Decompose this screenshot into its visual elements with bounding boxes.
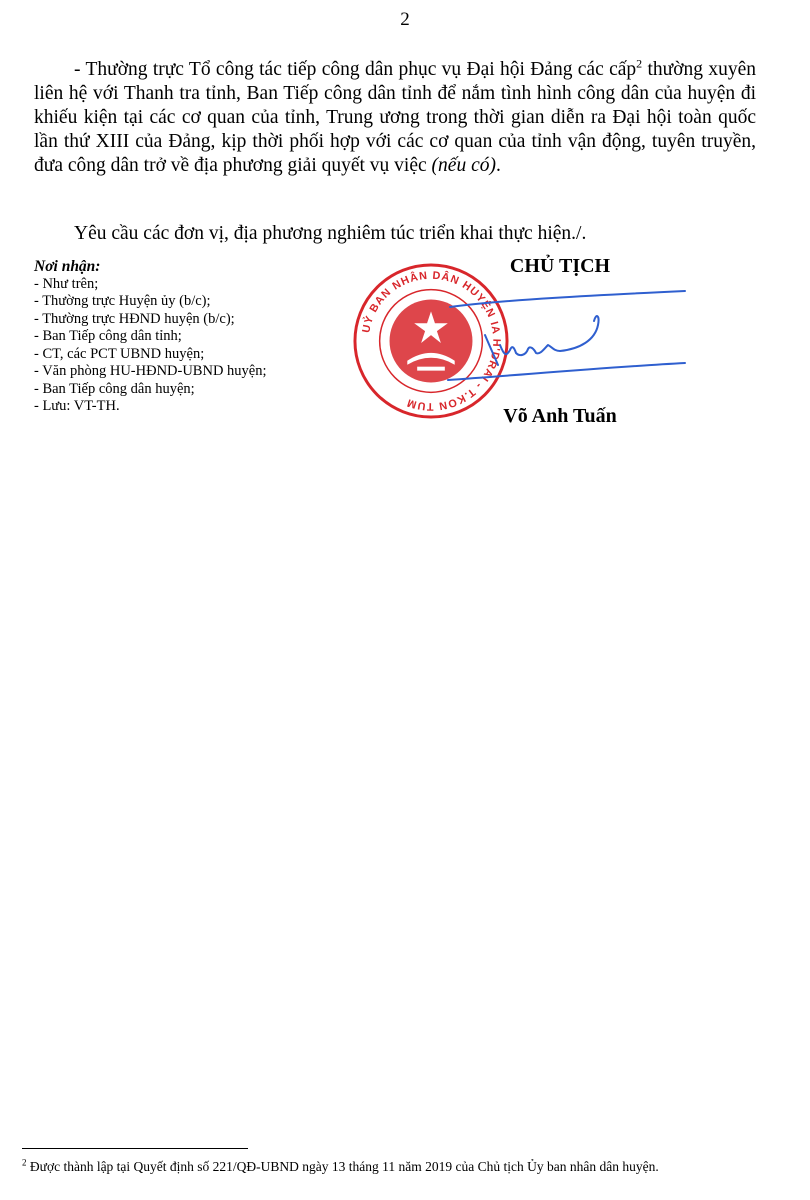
footnote-number: 2 [22,1157,27,1168]
para1-italic: (nếu có) [431,155,496,176]
recipient-item: - Văn phòng HU-HĐND-UBND huyện; [34,363,267,379]
recipient-item: - Ban Tiếp công dân tỉnh; [34,328,182,344]
recipient-item: - Thường trực Huyện ủy (b/c); [34,293,211,309]
recipient-item: - Lưu: VT-TH. [34,398,120,414]
handwritten-signature [440,285,690,395]
footnote [22,1158,758,1175]
para1-text-continued: thường xuyên liên hệ với Thanh tra tỉnh, Ban Tiếp công dân tỉnh để nắm tình hình công dân của huyện đi khiếu kiện tại các cơ quan của tỉnh, Trung ương trong thời gian diễn ra Đại hội toàn quốc lần thứ XIII của Đảng, kịp thời phối hợp với các cơ quan của tỉnh vận động, tuyên truyền, đưa công dân trở về địa phương giải quyết vụ việc [34,59,756,176]
footnote-text: Được thành lập tại Quyết định số 221/QĐ-UBND ngày 13 tháng 11 năm 2019 của Chủ tịch Ủy ban nhân dân huyện. [26,1159,659,1174]
seal-text: UỶ BAN NHÂN DÂN HUYỆN IA H'DRAI - T.KON TUM [360,269,503,413]
recipients-list [34,276,354,416]
recipient-item: - Ban Tiếp công dân huyện; [34,380,195,397]
footnote-divider [22,1148,248,1149]
page-number: 2 [400,9,410,30]
recipients-title: Nơi nhận: [34,258,101,275]
recipient-item: - Như trên; [34,275,99,292]
recipient-item: - CT, các PCT UBND huyện; [34,345,205,362]
signer-name: Võ Anh Tuấn [503,405,617,427]
body-paragraph-2: Yêu cầu các đơn vị, địa phương nghiêm túc triển khai thực hiện./. [74,223,587,244]
para1-text: - Thường trực Tổ công tác tiếp công dân phục vụ Đại hội Đảng các cấp [74,59,637,80]
para1-end: . [495,155,501,176]
recipient-item: - Thường trực HĐND huyện (b/c); [34,310,235,327]
signer-title: CHỦ TỊCH [509,255,611,277]
body-paragraph-1 [34,58,756,178]
recipients-block [34,258,354,416]
footnote-reference: 2 [636,56,643,71]
